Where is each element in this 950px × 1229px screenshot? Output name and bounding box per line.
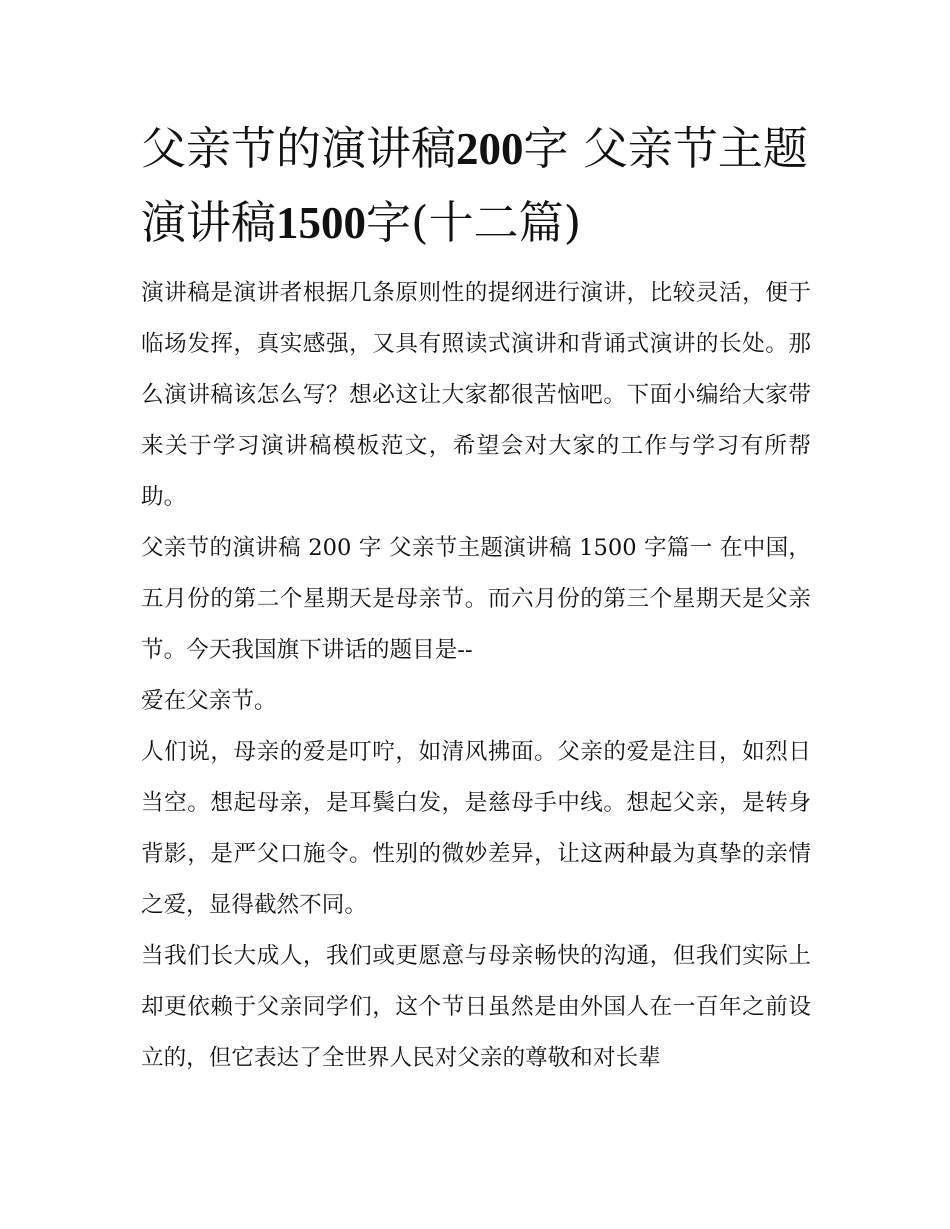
paragraph-speech-topic: 爱在父亲节。 bbox=[141, 688, 277, 714]
title-number-2: 1500 bbox=[276, 198, 367, 248]
title-text-3: 字(十二篇) bbox=[366, 196, 582, 249]
document-body bbox=[141, 112, 811, 1084]
title-text-2: 字 父亲节主题演讲稿 bbox=[141, 122, 808, 249]
title-text-1: 父亲节的演讲稿 bbox=[141, 122, 457, 175]
title-number-1: 200 bbox=[456, 124, 524, 174]
paragraph-section-one: 父亲节的演讲稿 200 字 父亲节主题演讲稿 1500 字篇一 在中国，五月份的第二个星期天是母亲节。而六月份的第三个星期天是父亲节。今天我国旗下讲话的题目是-- bbox=[141, 535, 811, 663]
document-title bbox=[141, 112, 811, 260]
paragraph-mother-father-love: 人们说，母亲的爱是叮咛，如清风拂面。父亲的爱是注目，如烈日当空。想起母亲，是耳鬓白发，是慈母手中线。想起父亲，是转身背影，是严父口施令。性别的微妙差异，让这两种最为真挚的亲情之爱，显得截然不同。 bbox=[141, 739, 811, 918]
paragraph-intro: 演讲稿是演讲者根据几条原则性的提纲进行演讲，比较灵活，便于临场发挥，真实感强，又具有照读式演讲和背诵式演讲的长处。那么演讲稿该怎么写？想必这让大家都很苦恼吧。下面小编给大家带来关于学习演讲稿模板范文，希望会对大家的工作与学习有所帮助。 bbox=[141, 280, 811, 510]
paragraph-growing-up: 当我们长大成人，我们或更愿意与母亲畅快的沟通，但我们实际上却更依赖于父亲同学们，这个节日虽然是由外国人在一百年之前设立的，但它表达了全世界人民对父亲的尊敬和对长辈 bbox=[141, 943, 811, 1071]
